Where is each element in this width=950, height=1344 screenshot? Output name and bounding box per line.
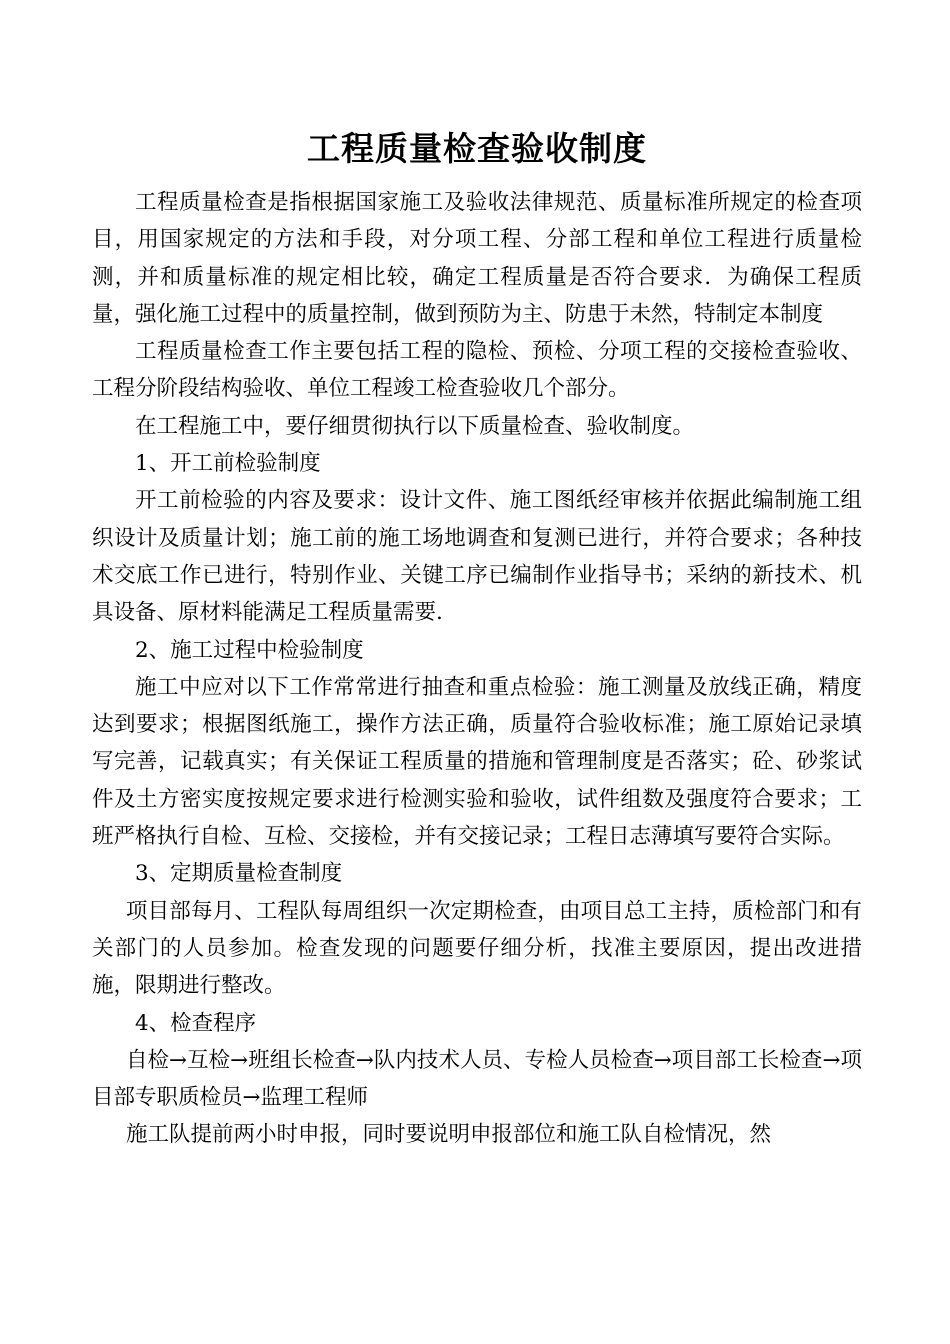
paragraph-section-2: 施工中应对以下工作常常进行抽查和重点检验：施工测量及放线正确，精度达到要求；根据图纸施工，操作方法正确，质量符合验收标准；施工原始记录填写完善，记载真实；有关保证工程质量的措施和管理制度是否落实；砼、砂浆试件及土方密实度按规定要求进行检测实验和验收，试件组数及强度符合要求；工班严格执行自检、互检、交接检，并有交接记录；工程日志薄填写要符合实际。 — [92, 674, 862, 850]
document-body — [92, 184, 862, 1154]
section-heading-2: 2、施工过程中检验制度 — [135, 637, 364, 663]
paragraph-section-4-report: 施工队提前两小时申报，同时要说明申报部位和施工队自检情况，然 — [126, 1122, 772, 1148]
paragraph-scope: 工程质量检查工作主要包括工程的隐检、预检、分项工程的交接检查验收、工程分阶段结构验收、单位工程竣工检查验收几个部分。 — [92, 339, 862, 402]
section-heading-4: 4、检查程序 — [135, 1010, 257, 1036]
paragraph-execution: 在工程施工中，要仔细贯彻执行以下质量检查、验收制度。 — [135, 413, 695, 439]
section-heading-1: 1、开工前检验制度 — [135, 451, 321, 477]
document-title: 工程质量检查验收制度 — [307, 129, 647, 168]
paragraph-intro: 工程质量检查是指根据国家施工及验收法律规范、质量标准所规定的检查项目，用国家规定的方法和手段，对分项工程、分部工程和单位工程进行质量检测，并和质量标准的规定相比较，确定工程质量是否符合要求．为确保工程质量，强化施工过程中的质量控制，做到预防为主、防患于未然，特制定本制度 — [92, 190, 862, 327]
document-page — [92, 0, 862, 1344]
paragraph-section-1: 开工前检验的内容及要求：设计文件、施工图纸经审核并依据此编制施工组织设计及质量计划；施工前的施工场地调查和复测已进行，并符合要求；各种技术交底工作已进行，特别作业、关键工序已编制作业指导书；采纳的新技术、机具设备、原材料能满足工程质量需要. — [92, 488, 862, 626]
section-heading-3: 3、定期质量检查制度 — [135, 861, 343, 887]
paragraph-section-3: 项目部每月、工程队每周组织一次定期检查，由项目总工主持，质检部门和有关部门的人员参加。检查发现的问题要仔细分析，找准主要原因，提出改进措施，限期进行整改。 — [92, 898, 862, 999]
paragraph-section-4-flow: 自检→互检→班组长检查→队内技术人员、专检人员检查→项目部工长检查→项目部专职质检员→监理工程师 — [92, 1047, 862, 1111]
